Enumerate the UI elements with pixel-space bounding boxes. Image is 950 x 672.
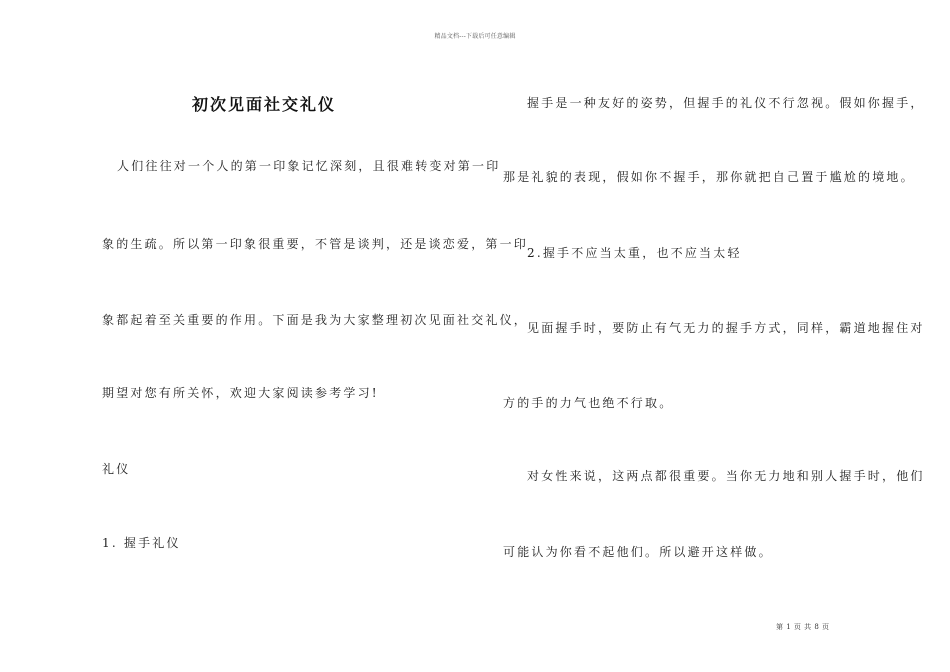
- page-header: 精品文档---下载后可任意编辑: [434, 33, 516, 40]
- document-title: 初次见面社交礼仪: [192, 95, 337, 114]
- right-line-1: 握手是一种友好的姿势，但握手的礼仪不行忽视。假如你握手，: [527, 96, 925, 110]
- right-line-7: 可能认为你看不起他们。所以避开这样做。: [503, 545, 773, 559]
- intro-line-1: 人们往往对一个人的第一印象记忆深刻，且很难转变对第一印: [117, 159, 501, 173]
- right-line-2: 那是礼貌的表现，假如你不握手，那你就把自己置于尴尬的境地。: [503, 170, 915, 184]
- list-item-1: 1. 握手礼仪: [102, 536, 181, 550]
- intro-line-4: 期望对您有所关怀，欢迎大家阅读参考学习!: [102, 386, 379, 400]
- right-line-4: 见面握手时，要防止有气无力的握手方式，同样，霸道地握住对: [527, 321, 925, 335]
- section-label: 礼仪: [102, 462, 131, 476]
- intro-line-3: 象都起着至关重要的作用。下面是我为大家整理初次见面社交礼仪，: [102, 313, 529, 327]
- right-line-5: 方的手的力气也绝不行取。: [503, 396, 674, 410]
- page-number: 第 1 页 共 8 页: [776, 623, 830, 631]
- right-line-6: 对女性来说，这两点都很重要。当你无力地和别人握手时，他们: [527, 469, 925, 483]
- right-line-3: 2.握手不应当太重，也不应当太轻: [527, 246, 742, 260]
- intro-line-2: 象的生疏。所以第一印象很重要，不管是谈判，还是谈恋爱，第一印: [102, 237, 529, 251]
